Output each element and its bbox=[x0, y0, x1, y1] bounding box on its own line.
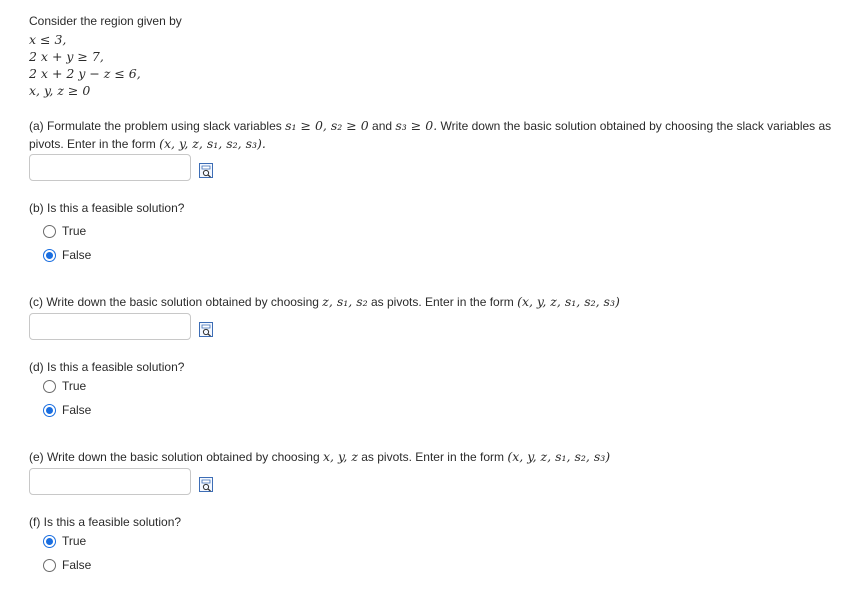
part-f-radio-false[interactable] bbox=[43, 559, 56, 572]
part-a-answer-input[interactable] bbox=[30, 155, 190, 180]
part-e-pivots: x, y, z bbox=[322, 449, 358, 464]
part-c-pivots: z, s₁, s₂ bbox=[322, 294, 368, 309]
part-a-slack-math-2: s₃ ≥ 0. bbox=[395, 118, 438, 133]
part-a-answer-field[interactable] bbox=[29, 154, 191, 181]
part-b-label-true: True bbox=[62, 224, 87, 238]
part-c-form: (x, y, z, s₁, s₂, s₃) bbox=[517, 294, 620, 309]
part-e-answer-field[interactable] bbox=[29, 468, 191, 495]
part-c-answer-field[interactable] bbox=[29, 313, 191, 340]
part-a-and: and bbox=[372, 119, 393, 133]
part-c-question bbox=[29, 294, 620, 309]
part-d-label-false: False bbox=[62, 403, 92, 417]
constraint-2: 2 x + y ≥ 7, bbox=[29, 49, 104, 64]
constraint-3: 2 x + 2 y − z ≤ 6, bbox=[29, 66, 141, 81]
part-f-label-false: False bbox=[62, 558, 92, 572]
constraint-4: x, y, z ≥ 0 bbox=[29, 83, 91, 98]
equation-editor-icon[interactable] bbox=[199, 322, 213, 337]
part-b-radio-false[interactable] bbox=[43, 249, 56, 262]
part-f-radio-true[interactable] bbox=[43, 535, 56, 548]
part-d-radio-true[interactable] bbox=[43, 380, 56, 393]
part-e-answer-input[interactable] bbox=[30, 469, 190, 494]
part-a-prefix: (a) Formulate the problem using slack variables bbox=[29, 119, 282, 133]
intro-text: Consider the region given by bbox=[29, 14, 182, 28]
part-b-label-false: False bbox=[62, 248, 92, 262]
part-a-line2-prefix: pivots. Enter in the form bbox=[29, 137, 156, 151]
part-c-suffix: as pivots. Enter in the form bbox=[370, 295, 514, 309]
part-a-line-2 bbox=[29, 136, 266, 151]
part-a-line-1 bbox=[29, 118, 831, 133]
constraint-1: x ≤ 3, bbox=[29, 32, 67, 47]
part-a-form-math: (x, y, z, s₁, s₂, s₃). bbox=[159, 136, 266, 151]
part-c-prefix: (c) Write down the basic solution obtained by choosing bbox=[29, 295, 319, 309]
part-f-question: (f) Is this a feasible solution? bbox=[29, 515, 182, 529]
part-a-slack-math: s₁ ≥ 0, s₂ ≥ 0 bbox=[285, 118, 369, 133]
part-c-answer-input[interactable] bbox=[30, 314, 190, 339]
equation-editor-icon[interactable] bbox=[199, 477, 213, 492]
equation-editor-icon[interactable] bbox=[199, 163, 213, 178]
part-e-suffix: as pivots. Enter in the form bbox=[361, 450, 504, 464]
part-d-label-true: True bbox=[62, 379, 87, 393]
part-d-question: (d) Is this a feasible solution? bbox=[29, 360, 185, 374]
part-e-prefix: (e) Write down the basic solution obtained by choosing bbox=[29, 450, 320, 464]
part-e-form: (x, y, z, s₁, s₂, s₃) bbox=[507, 449, 611, 464]
part-a-suffix: Write down the basic solution obtained by choosing the slack variables as bbox=[440, 119, 832, 133]
part-b-radio-true[interactable] bbox=[43, 225, 56, 238]
part-f-label-true: True bbox=[62, 534, 87, 548]
part-d-radio-false[interactable] bbox=[43, 404, 56, 417]
part-b-question: (b) Is this a feasible solution? bbox=[29, 201, 185, 215]
part-e-question bbox=[29, 449, 610, 464]
